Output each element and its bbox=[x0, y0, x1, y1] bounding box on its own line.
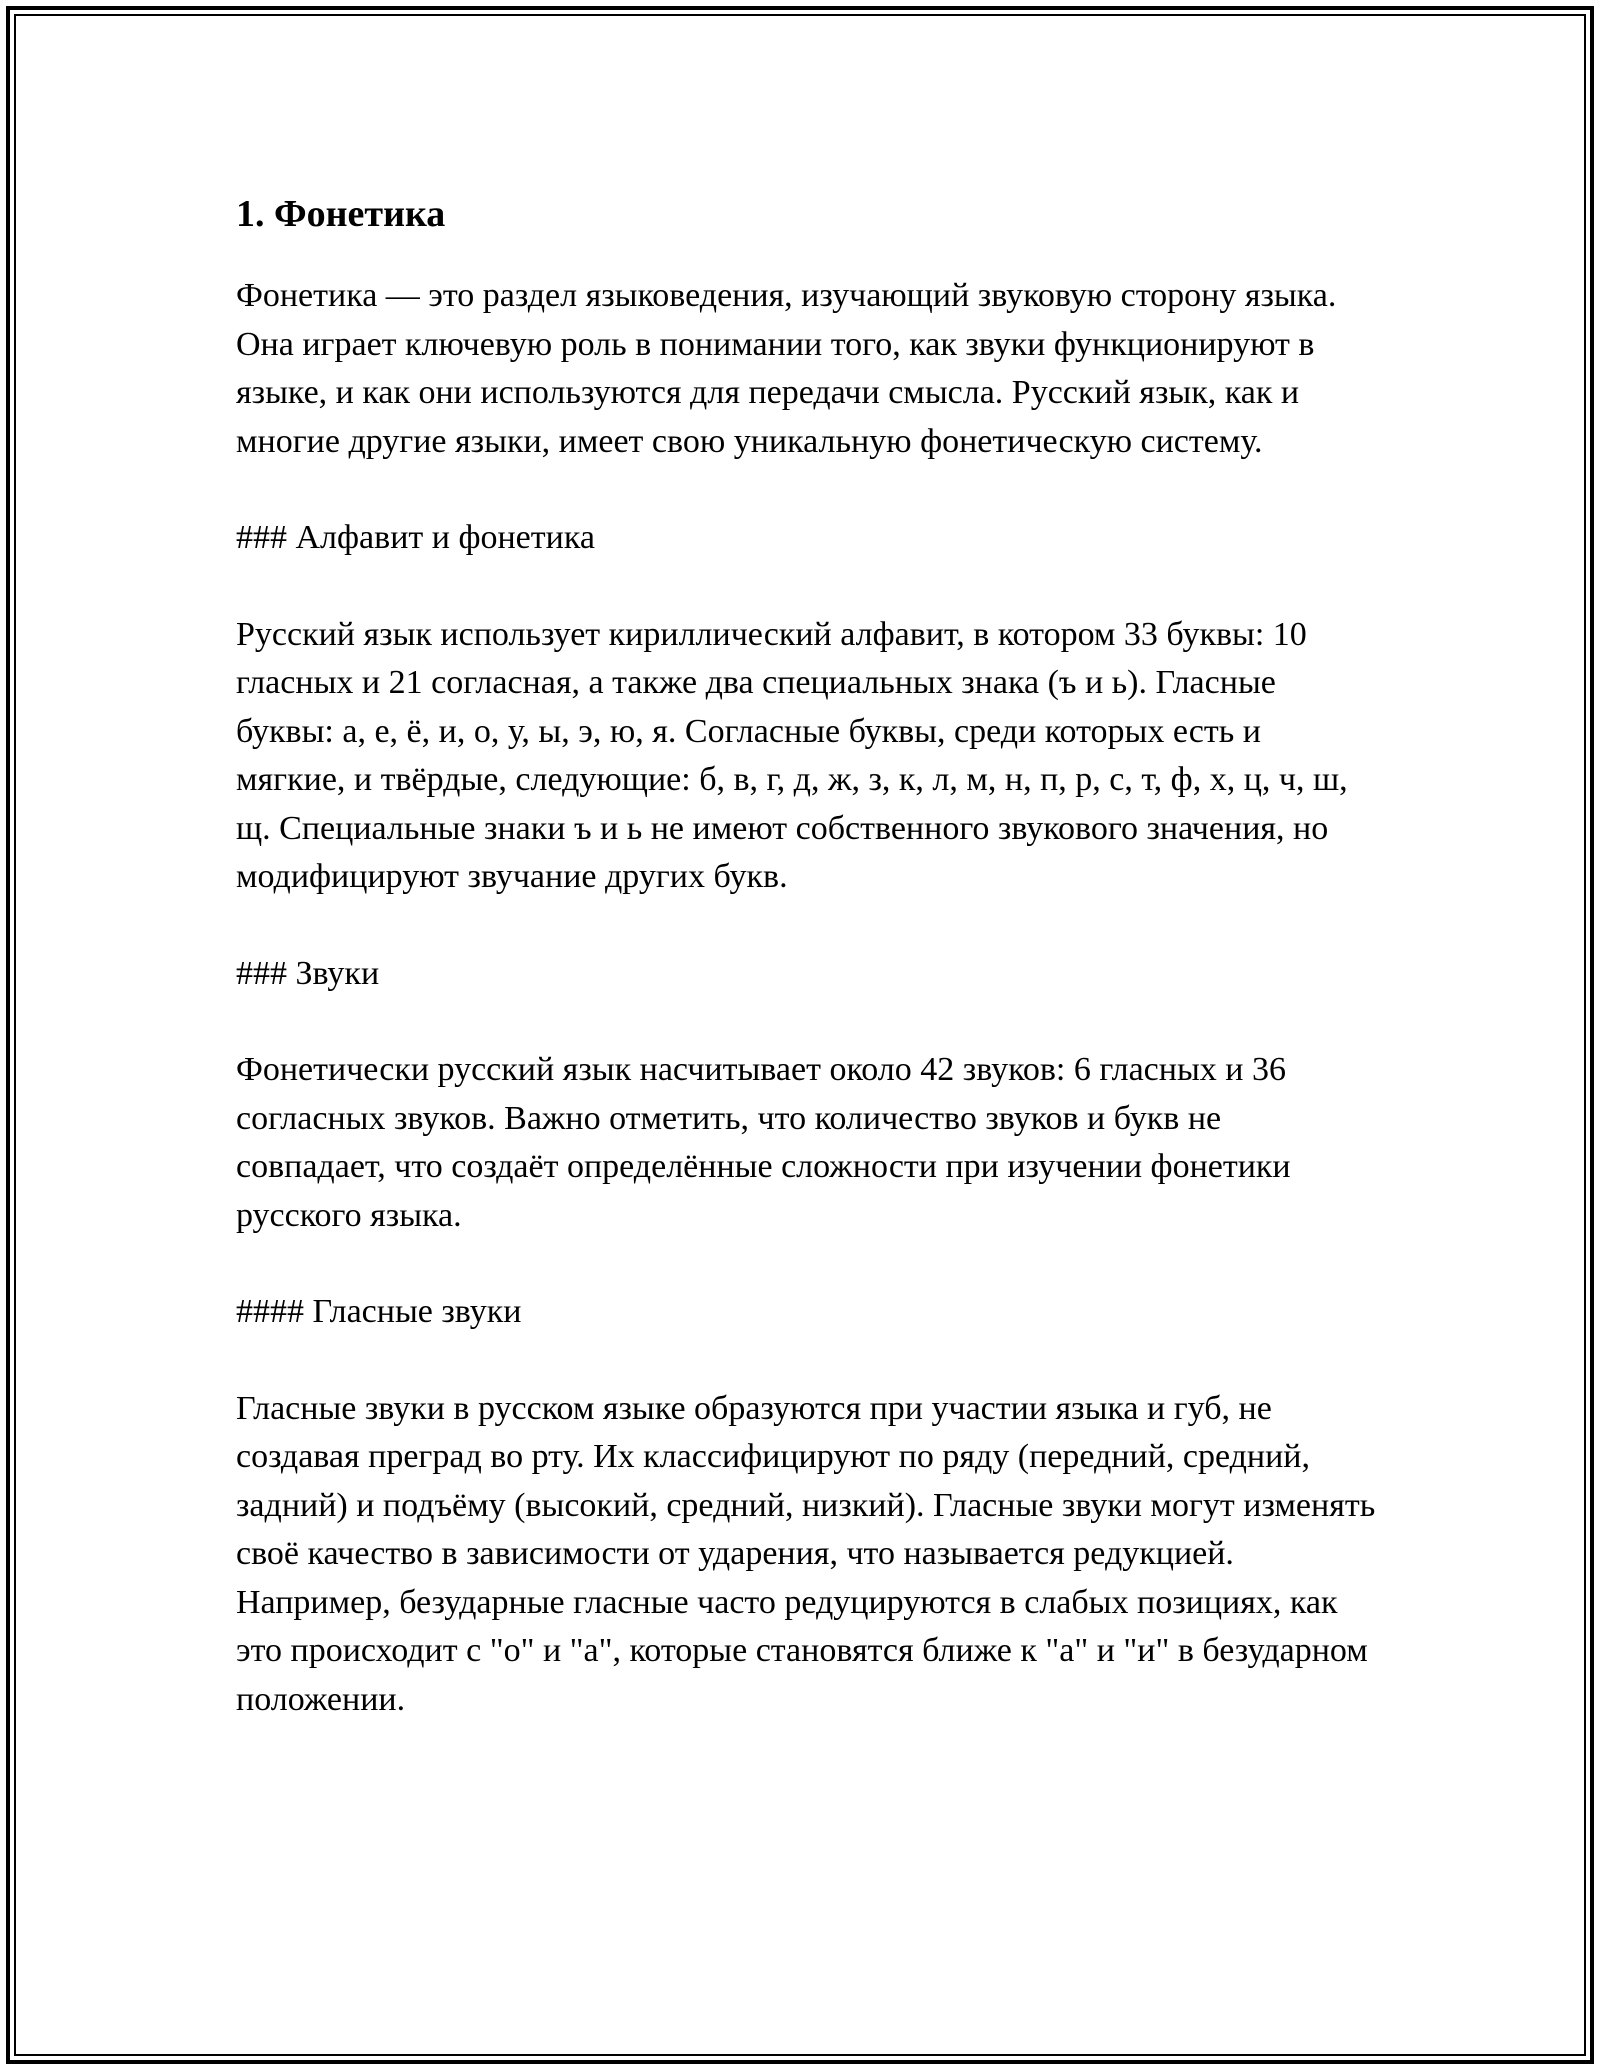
document-body bbox=[236, 186, 1376, 1772]
section-heading-alphabet: ### Алфавит и фонетика bbox=[236, 519, 595, 556]
section-heading-sounds: ### Звуки bbox=[236, 954, 380, 992]
section-text-sounds: Фонетически русский язык насчитывает около 42 звуков: 6 гласных и 36 согласных звуков. Важно отметить, что количество звуков и букв не совпадает, что создаёт определённые сложности при изучении фонетики русского языка. bbox=[236, 1051, 1291, 1234]
section-heading-vowels: #### Гласные звуки bbox=[236, 1293, 522, 1330]
section-text-vowels: Гласные звуки в русском языке образуются при участии языка и губ, не создавая преград во рту. Их классифицируют по ряду (передний, средний, задний) и подъёму (высокий, средний, низкий). Гласные звуки могут изменять своё качество в зависимости от ударения, что называется редукцией. Например, безударные гласные часто редуцируются в слабых позициях, как это происходит с "о" и "а", которые становятся ближе к "а" и "и" в безударном положении. bbox=[236, 1389, 1376, 1718]
section-text-alphabet: Русский язык использует кириллический алфавит, в котором 33 буквы: 10 гласных и 21 согласная, а также два специальных знака (ъ и ь). Гласные буквы: а, е, ё, и, о, у, ы, э, ю, я. Согласные буквы, среди которых есть и мягкие, и твёрдые, следующие: б, в, г, д, ж, з, к, л, м, н, п, р, с, т, ф, х, ц, ч, ш, щ. Специальные знаки ъ и ь не имеют собственного звукового значения, но модифицируют звучание других букв. bbox=[236, 615, 1348, 895]
document-title: 1. Фонетика bbox=[236, 193, 446, 235]
intro-paragraph: Фонетика — это раздел языковедения, изучающий звуковую сторону языка. Она играет ключевую роль в понимании того, как звуки функционируют в языке, и как они используются для передачи смысла. Русский язык, как и многие другие языки, имеет свою уникальную фонетическую систему. bbox=[236, 277, 1337, 460]
